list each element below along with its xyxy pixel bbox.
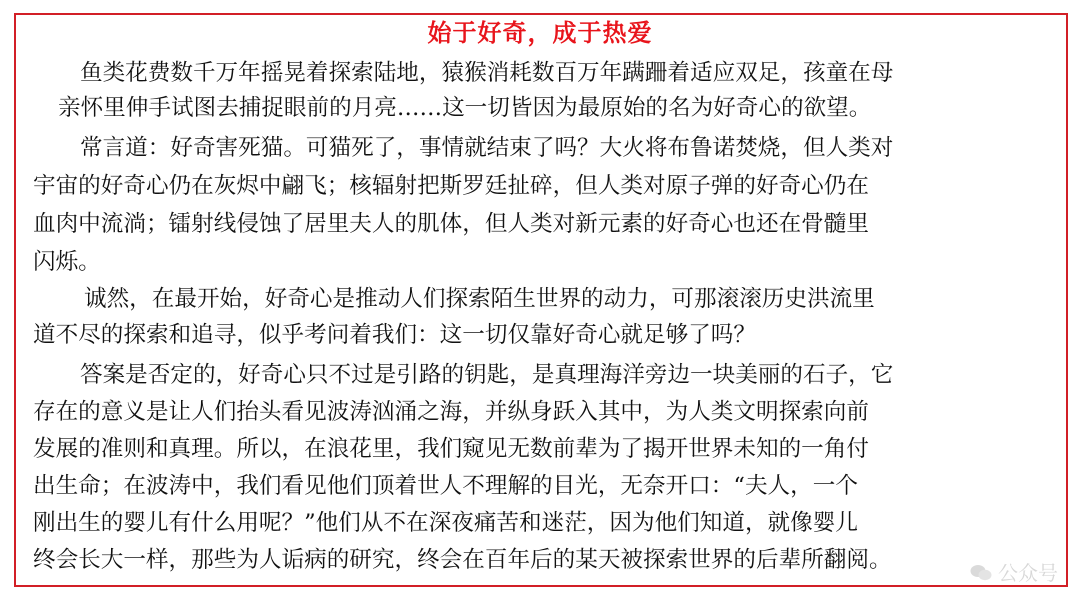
text-line-8: 道不尽的探索和追寻，似乎考问着我们：这一切仅靠好奇心就足够了吗？ (33, 322, 756, 348)
text-line-2: 亲怀里伸手试图去捕捉眼前的月亮……这一切皆因为最原始的名为好奇心的欲望。 (58, 95, 872, 121)
text-line-14: 终会长大一样，那些为人诟病的研究，终会在百年后的某天被探索世界的后辈所翻阅。 (33, 547, 892, 573)
text-line-7: 诚然，在最开始，好奇心是推动人们探索陌生世界的动力，可那滚滚历史洪流里 (84, 286, 875, 312)
text-line-11: 发展的准则和真理。所以，在浪花里，我们窥见无数前辈为了揭开世界未知的一角付 (33, 436, 869, 462)
text-line-6: 闪烁。 (33, 249, 101, 275)
text-line-12: 出生命；在波涛中，我们看见他们顶着世人不理解的目光，无奈开口：“夫人，一个 (33, 473, 858, 499)
text-line-5: 血肉中流淌；镭射线侵蚀了居里夫人的肌体，但人类对新元素的好奇心也还在骨髓里 (33, 211, 869, 237)
text-line-9: 答案是否定的，好奇心只不过是引路的钥匙，是真理海洋旁边一块美丽的石子，它 (80, 362, 894, 388)
text-line-13: 刚出生的婴儿有什么用呢？”他们从不在深夜痛苦和迷茫，因为他们知道，就像婴儿 (33, 510, 858, 536)
text-line-1: 鱼类花费数千万年摇晃着探索陆地，猿猴消耗数百万年蹒跚着适应双足，孩童在母 (80, 60, 894, 86)
text-line-4: 宇宙的好奇心仍在灰烬中翩飞；核辐射把斯罗廷扯碎，但人类对原子弹的好奇心仍在 (33, 173, 869, 199)
watermark (970, 557, 1058, 586)
wechat-icon (970, 564, 992, 582)
watermark-text: 公众号 (998, 561, 1058, 585)
essay-title: 始于好奇，成于热爱 (427, 19, 653, 47)
text-line-10: 存在的意义是让人们抬头看见波涛汹涌之海，并纵身跃入其中，为人类文明探索向前 (33, 399, 869, 425)
text-line-3: 常言道：好奇害死猫。可猫死了，事情就结束了吗？大火将布鲁诺焚烧，但人类对 (80, 135, 894, 161)
